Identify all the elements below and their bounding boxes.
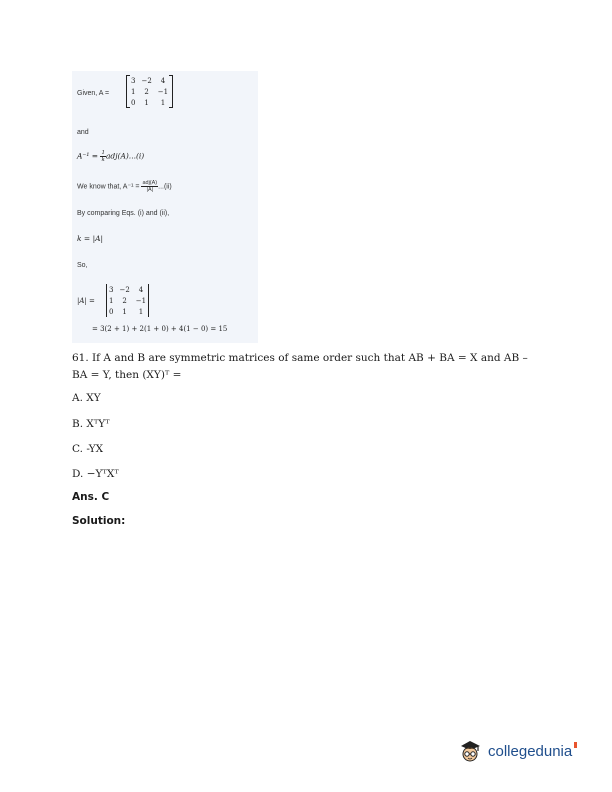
determinant-a-row <box>106 284 149 295</box>
option-a: A. XY <box>72 392 101 404</box>
inverse-equation-1: A⁻¹ = $\frac{1}{k}$ adj(A)...(i) <box>77 150 145 163</box>
determinant-a-row <box>106 295 149 306</box>
collegedunia-logo <box>456 737 572 765</box>
inverse-equation-2: We know that, A⁻¹ = $\frac{\text{adj(A)}}{|A|}$ ...(ii) <box>77 180 172 193</box>
matrix-a-cell: −1 <box>157 87 169 96</box>
matrix-a-cell: 1 <box>160 98 166 107</box>
solution-heading: Solution: <box>72 515 126 527</box>
option-b: B. XᵀYᵀ <box>72 418 110 430</box>
answer-label: Ans. C <box>72 491 110 503</box>
matrix-a-cell: 4 <box>160 76 166 85</box>
determinant-a-cell: 3 <box>109 285 114 294</box>
brand-name: collegedunia <box>488 742 573 760</box>
mascot-icon <box>456 737 484 765</box>
option-c: C. -YX <box>72 443 104 455</box>
matrix-a-cell: 2 <box>144 87 149 96</box>
given-label: Given, A = <box>77 90 110 97</box>
compare-text: By comparing Eqs. (i) and (ii), <box>77 210 170 217</box>
determinant-a-cell: 2 <box>122 296 127 305</box>
determinant-a-cell: 4 <box>138 285 144 294</box>
solution-image-panel <box>72 71 258 343</box>
matrix-a-cell: 1 <box>131 87 136 96</box>
option-d: D. −YᵀXᵀ <box>72 468 119 480</box>
det-result: = 3(2 + 1) + 2(1 + 0) + 4(1 − 0) = 15 <box>92 325 228 333</box>
determinant-a <box>106 284 149 317</box>
brand-mark <box>574 742 577 748</box>
matrix-a-cell: 3 <box>131 76 136 85</box>
question-line-1: 61. If A and B are symmetric matrices of same order such that AB + BA = X and AB – <box>72 352 528 364</box>
determinant-a-cell: 1 <box>122 307 127 316</box>
matrix-a-cell: 0 <box>131 98 136 107</box>
determinant-a-cell: 1 <box>138 307 144 316</box>
determinant-a-row <box>106 306 149 317</box>
det-label: |A| = <box>77 297 95 305</box>
determinant-a-cell: −1 <box>135 296 147 305</box>
determinant-a-cell: 0 <box>109 307 114 316</box>
matrix-a-cell: 1 <box>144 98 149 107</box>
so-label: So, <box>77 262 88 269</box>
matrix-a-row <box>128 97 171 108</box>
determinant-a-cell: −2 <box>119 285 130 294</box>
matrix-a <box>128 75 171 108</box>
matrix-a-row <box>128 75 171 86</box>
question-line-2: BA = Y, then (XY)ᵀ = <box>72 369 182 381</box>
k-equation: k = |A| <box>77 234 104 243</box>
matrix-a-cell: −2 <box>141 76 152 85</box>
and-label: and <box>77 129 89 136</box>
matrix-a-row <box>128 86 171 97</box>
determinant-a-cell: 1 <box>109 296 114 305</box>
